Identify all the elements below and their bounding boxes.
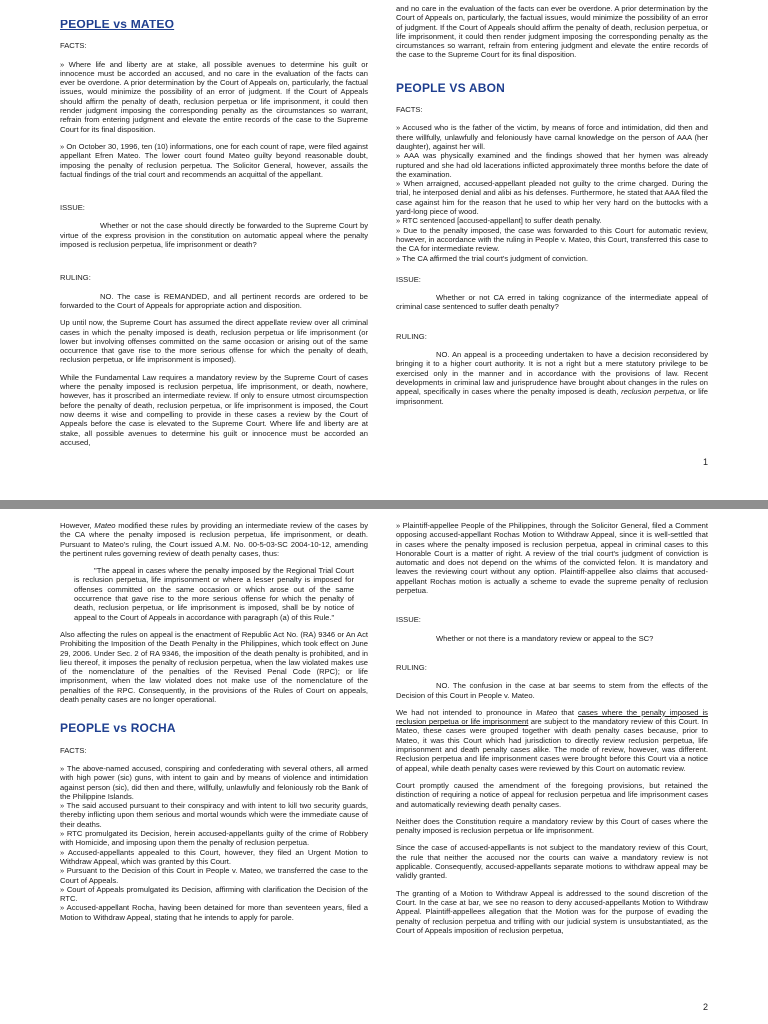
rocha-fact-1: » The above-named accused, conspiring and confederating with several others, all armed with high power (sic) guns, with intent to gain and by means of violence and intimidation against person (sic), did then and there, willfully, unlawfully and feloniously rob the Bank of the Philippine Islands. [60, 763, 368, 801]
case-heading-abon: PEOPLE VS ABON [396, 80, 506, 95]
mateo-issue: Whether or not the case should directly be forwarded to the Supreme Court by virtue of the express provision in the constitution on automatic appeal where the penalty imposed is reclusion perpetua, life imprisonment or death? [60, 221, 368, 250]
abon-fact-3: » When arraigned, accused-appellant pleaded not guilty to the crime charged. During the trial, he interposed denial and alibi as his defenses. Furthermore, he stated that AAA filed the case against him for the reason that he used to whip her very hard on the buttocks with a yard-long piece of wood. [396, 179, 708, 217]
ruling-label: RULING: [396, 331, 427, 341]
rocha-fact-3: » RTC promulgated its Decision, herein accused-appellants guilty of the crime of Robbery with Homicide, and imposing upon them the penalty of reclusion perpetua. [60, 829, 368, 848]
abon-fact-1: » Accused who is the father of the victim, by means of force and intimidation, did then and there willfully, unlawfully and feloniously have carnal knowledge on the person of AAA (her daughter), against her will. [396, 123, 708, 151]
abon-fact-4: » RTC sentenced [accused-appellant] to suffer death penalty. [396, 216, 602, 226]
mateo-ruling-1: NO. The case is REMANDED, and all pertinent records are ordered to be forwarded to the Court of Appeals for appropriate action and disposition. [60, 291, 368, 310]
page-number: 1 [702, 457, 708, 467]
rocha-fact-6: » Court of Appeals promulgated its Decision, affirming with clarification the Decision of the RTC. [60, 884, 368, 904]
facts-label: FACTS: [60, 41, 87, 51]
rocha-fact-8: » Plaintiff-appellee People of the Philippines, through the Solicitor General, filed a Comment opposing accused-appellant Rochas Motion to Withdraw Appeal, since it is well-settled that in cases where the penalty imposed is reclusion perpetua, appeal in criminal cases to this Honorable Court is a matter of right. A review of the trial court's judgment of conviction is automatic and does not depend on the whims of the convicted felon. It is mandatory and leaves the reviewing court without any option. Plaintiff-appellee also claims that accused-appellant Rochas motion is actually a scheme to evade the supreme penalty of reclusion perpetua. [396, 521, 708, 596]
mateo-ruling-2: Up until now, the Supreme Court has assumed the direct appellate review over all criminal cases in which the penalty imposed is death, reclusion perpetua or life imprisonment (or lower but involving offenses committed on the same occasion or arising out of the same occurrence that gave rise to the more serious offense for which the penalty of death, reclusion perpetua, or life imprisonment is imposed). [60, 318, 368, 365]
rocha-fact-2: » The said accused pursuant to their conspiracy and with intent to kill two security guards, thereby inflicting upon them serious and mortal wounds which were the immediate cause of their deaths. [60, 801, 368, 829]
abon-fact-2: » AAA was physically examined and the findings showed that her hymen was already ruptured and she had old lacerations inflicted approximately three months before the date of the examination. [396, 151, 708, 179]
issue-label: ISSUE: [396, 615, 421, 625]
issue-label: ISSUE: [60, 203, 85, 213]
rocha-ruling-3: Court promptly caused the amendment of the foregoing provisions, but retained the distinction of requiring a notice of appeal for reclusion perpetua and life imprisonment cases and automatically reviewing death penalty cases. [396, 780, 708, 809]
abon-ruling: NO. An appeal is a proceeding undertaken to have a decision reconsidered by bringing it to a higher court authority. It is not a right but a mere statutory privilege to be exercised only in the manner and in accordance with the provisions of law. Recent developments in criminal law and jurisprudence have brought about changes in the rules on appeal, specifically in cases where the penalty imposed is death, reclusion perpetua, or life imprisonment. [396, 350, 708, 406]
rocha-fact-7: » Accused-appellant Rocha, having been detained for more than seventeen years, filed a Motion to Withdraw Appeal, stating that he intends to apply for parole. [60, 903, 368, 922]
abon-facts-list [396, 123, 708, 262]
abon-issue: Whether or not CA erred in taking cognizance of the intermediate appeal of criminal case sentenced to suffer death penalty? [396, 293, 708, 312]
page1-right-column [396, 4, 708, 500]
document-page-2 [0, 509, 768, 1024]
mateo-ruling-3: While the Fundamental Law requires a mandatory review by the Supreme Court of cases where the penalty imposed is reclusion perpetua, life imprisonment, or death, nowhere, however, has it proscribed an intermediate review. If only to ensure utmost circumspection before the penalty of death, reclusion perpetua, or life imprisonment is imposed, the Court now deems it wise and compelling to provide in these cases a review by the Court of Appeals before the case is elevated to the Supreme Court. Where life and liberty are at stake, all possible avenues to determine his guilt or innocence must be accorded an accused, [60, 372, 368, 447]
ra-9346-paragraph: Also affecting the rules on appeal is the enactment of Republic Act No. (RA) 9346 or An Act Prohibiting the Imposition of the Death Penalty in the Philippines, which took effect on June 29, 2006. Under Sec. 2 of RA 9346, the imposition of the death penalty is prohibited, and in lieu thereof, it imposes the penalty of reclusion perpetua, when the law violated makes use of the nomenclature of the penalties of the Revised Penal Code (RPC); or life imprisonment, when the law violated does not make use of the nomenclature of the penalties of the RPC. Consequently, in the provisions of the Rules of Court on appeals, death penalty cases are no longer operational. [60, 629, 368, 705]
issue-label: ISSUE: [396, 274, 421, 284]
facts-label: FACTS: [60, 745, 87, 755]
rocha-ruling-6: The granting of a Motion to Withdraw Appeal is addressed to the sound discretion of the Court. In the case at bar, we see no reason to deny accused-appellants Motion to Withdraw Appeal. Plaintiff-appellees allegation that the Motion was for the purpose of evading the penalty of reclusion perpetua and trifling with our judicial system is unsubstantiated, as the Court of Appeals imposition of reclusion perpetua, [396, 888, 708, 935]
mateo-ruling-continued: and no care in the evaluation of the facts can ever be overdone. A prior determination by the Court of Appeals on, particularly, the factual issues, would minimize the possibility of an error of judgment. If the Court of Appeals should affirm the penalty of death, reclusion perpetua, or life imprisonment, it could then render judgment imposing the corresponding penalty as the circumstances so warrant, refrain from entering judgment and elevate the entire records of the case to the Supreme Court for its final disposition. [396, 4, 708, 60]
rocha-ruling-1: NO. The confusion in the case at bar seems to stem from the effects of the Decision of this Court in People v. Mateo. [396, 681, 708, 700]
document-page-1 [0, 0, 768, 500]
rule-quote: "The appeal in cases where the penalty imposed by the Regional Trial Court is reclusion perpetua, life imprisonment or where a lesser penalty is imposed for offenses committed on the same occasion or which arose out of the same occurrence that gave rise to the more serious offense for which the penalty of death, reclusion perpetua, or life imprisonment is imposed, shall be by notice of appeal to the Court of Appeals in accordance with paragraph (a) of this Rule." [74, 566, 354, 622]
facts-label: FACTS: [396, 105, 423, 115]
mateo-fact-1: » Where life and liberty are at stake, all possible avenues to determine his guilt or innocence must be accorded an accused, and no care in the evaluation of the facts can ever be overdone. A prior determination by the Court of Appeals on, particularly, the factual issues, would minimize the possibility of an error of judgment. If the Court of Appeals should affirm the penalty of death, reclusion perpetua or life imprisonment, it could then render judgment imposing the corresponding penalty as the circumstances so warrant, refrain from entering judgment and elevate the entire records of the case to the Supreme Court for its final disposition. [60, 59, 368, 134]
page1-left-column [60, 20, 368, 500]
abon-fact-6: » The CA affirmed the trial court's judgment of conviction. [396, 253, 588, 263]
abon-fact-5: » Due to the penalty imposed, the case was forwarded to this Court for automatic review, however, in accordance with the ruling in People v. Mateo, this Court, transferred this case to the CA for intermediate review. [396, 225, 708, 254]
ruling-label: RULING: [60, 273, 91, 283]
page2-left-column [60, 521, 368, 1024]
page2-right-column [396, 521, 708, 1024]
rocha-ruling-2: We had not intended to pronounce in Mateo that cases where the penalty imposed is reclusion perpetua or life imprisonment are subject to the mandatory review of this Court. In Mateo, these cases were grouped together with death penalty cases because, prior to Mateo, it was this Court which had jurisdiction to directly review reclusion perpetua, life imprisonment and death penalty cases alike. The mode of review, however, was different. Reclusion perpetua and life imprisonment cases were brought before this Court via a notice of appeal, while death penalty cases were reviewed by this Court on automatic review. [396, 707, 708, 773]
rocha-issue: Whether or not there is a mandatory review or appeal to the SC? [436, 633, 654, 643]
rocha-ruling-5: Since the case of accused-appellants is not subject to the mandatory review of this Court, the rule that neither the accused nor the courts can waive a mandatory review is not applicable. Consequently, accused-appellants separate motions to withdraw appeal may be validly granted. [396, 843, 708, 881]
rocha-facts-list [60, 764, 368, 922]
mateo-fact-2: » On October 30, 1996, ten (10) informations, one for each count of rape, were filed against appellant Efren Mateo. The lower court found Mateo guilty beyond reasonable doubt, imposing the penalty of reclusion perpetua. The Solicitor General, however, assails the factual findings of the trial court and recommends an acquittal of the appellant. [60, 141, 368, 179]
case-heading-mateo: PEOPLE vs MATEO [60, 20, 175, 31]
rocha-ruling-4: Neither does the Constitution require a mandatory review by this Court of cases where the penalty imposed is reclusion perpetua or life imprisonment. [396, 816, 708, 836]
mateo-modified-paragraph: However, Mateo modified these rules by providing an intermediate review of the cases by the CA where the penalty imposed is reclusion perpetua, life imprisonment, or death. Pursuant to Mateo's ruling, the Court issued A.M. No. 00-5-03-SC 2004-10-12, amending the pertinent rules governing review of death penalty cases, thus: [60, 521, 368, 558]
case-heading-rocha: PEOPLE vs ROCHA [60, 721, 176, 736]
page-number: 2 [702, 1002, 708, 1012]
rocha-fact-5: » Pursuant to the Decision of this Court in People v. Mateo, we transferred the case to the Court of Appeals. [60, 866, 368, 885]
rocha-fact-4: » Accused-appellants appealed to this Court, however, they filed an Urgent Motion to Withdraw Appeal, which was granted by this Court. [60, 847, 368, 866]
ruling-label: RULING: [396, 662, 427, 672]
